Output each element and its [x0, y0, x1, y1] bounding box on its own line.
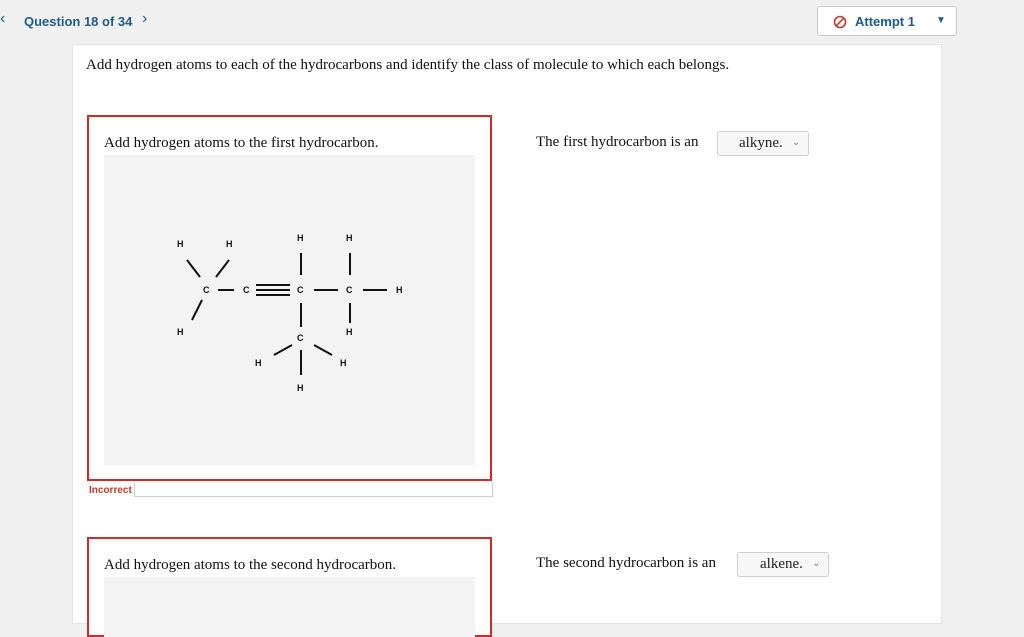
question-prompt: Add hydrogen atoms to each of the hydrocarbons and identify the class of molecule to which each belongs.: [86, 57, 730, 73]
atom-h[interactable]: H: [177, 239, 184, 249]
atom-h[interactable]: H: [177, 327, 184, 337]
feedback-status: Incorrect: [89, 485, 132, 496]
answer-2-sentence: The second hydrocarbon is an: [536, 555, 716, 571]
atom-c[interactable]: C: [243, 285, 250, 295]
select-1-value: alkyne.: [739, 135, 783, 151]
atom-h[interactable]: H: [396, 285, 403, 295]
drawing-canvas-1[interactable]: [104, 155, 475, 465]
molecule-structure-1: [104, 155, 475, 465]
editor-1-instruction: Add hydrogen atoms to the first hydrocarbon.: [104, 135, 379, 151]
attempt-label: Attempt 1: [855, 14, 915, 29]
chevron-left-icon[interactable]: ‹: [0, 10, 6, 27]
attempt-dropdown[interactable]: [817, 6, 957, 36]
drawing-canvas-2[interactable]: [104, 577, 475, 637]
caret-down-icon: ⌄: [792, 137, 801, 148]
caret-down-icon: ⌄: [812, 558, 821, 569]
feedback-underline: [134, 483, 493, 497]
caret-down-icon: ▼: [936, 15, 946, 26]
circle-slash-icon: [833, 15, 847, 29]
atom-h[interactable]: H: [297, 383, 304, 393]
question-counter: Question 18 of 34: [24, 14, 133, 29]
select-2-value: alkene.: [760, 556, 803, 572]
atom-c[interactable]: C: [297, 285, 304, 295]
atom-h[interactable]: H: [297, 233, 304, 243]
molecule-editor-2: [87, 537, 492, 637]
atom-h[interactable]: H: [226, 239, 233, 249]
chevron-right-icon[interactable]: ›: [142, 10, 148, 27]
molecule-class-select-1[interactable]: [717, 131, 809, 156]
atom-c[interactable]: C: [346, 285, 353, 295]
atom-c[interactable]: C: [203, 285, 210, 295]
molecule-class-select-2[interactable]: [737, 552, 829, 577]
atom-h[interactable]: H: [255, 358, 262, 368]
question-nav-bar: [0, 0, 1024, 44]
atom-h[interactable]: H: [346, 327, 353, 337]
editor-2-instruction: Add hydrogen atoms to the second hydrocarbon.: [104, 557, 397, 573]
atom-h[interactable]: H: [346, 233, 353, 243]
molecule-editor-1: [87, 115, 492, 481]
atom-h[interactable]: H: [340, 358, 347, 368]
answer-1-sentence: The first hydrocarbon is an: [536, 134, 699, 150]
atom-c[interactable]: C: [297, 333, 304, 343]
